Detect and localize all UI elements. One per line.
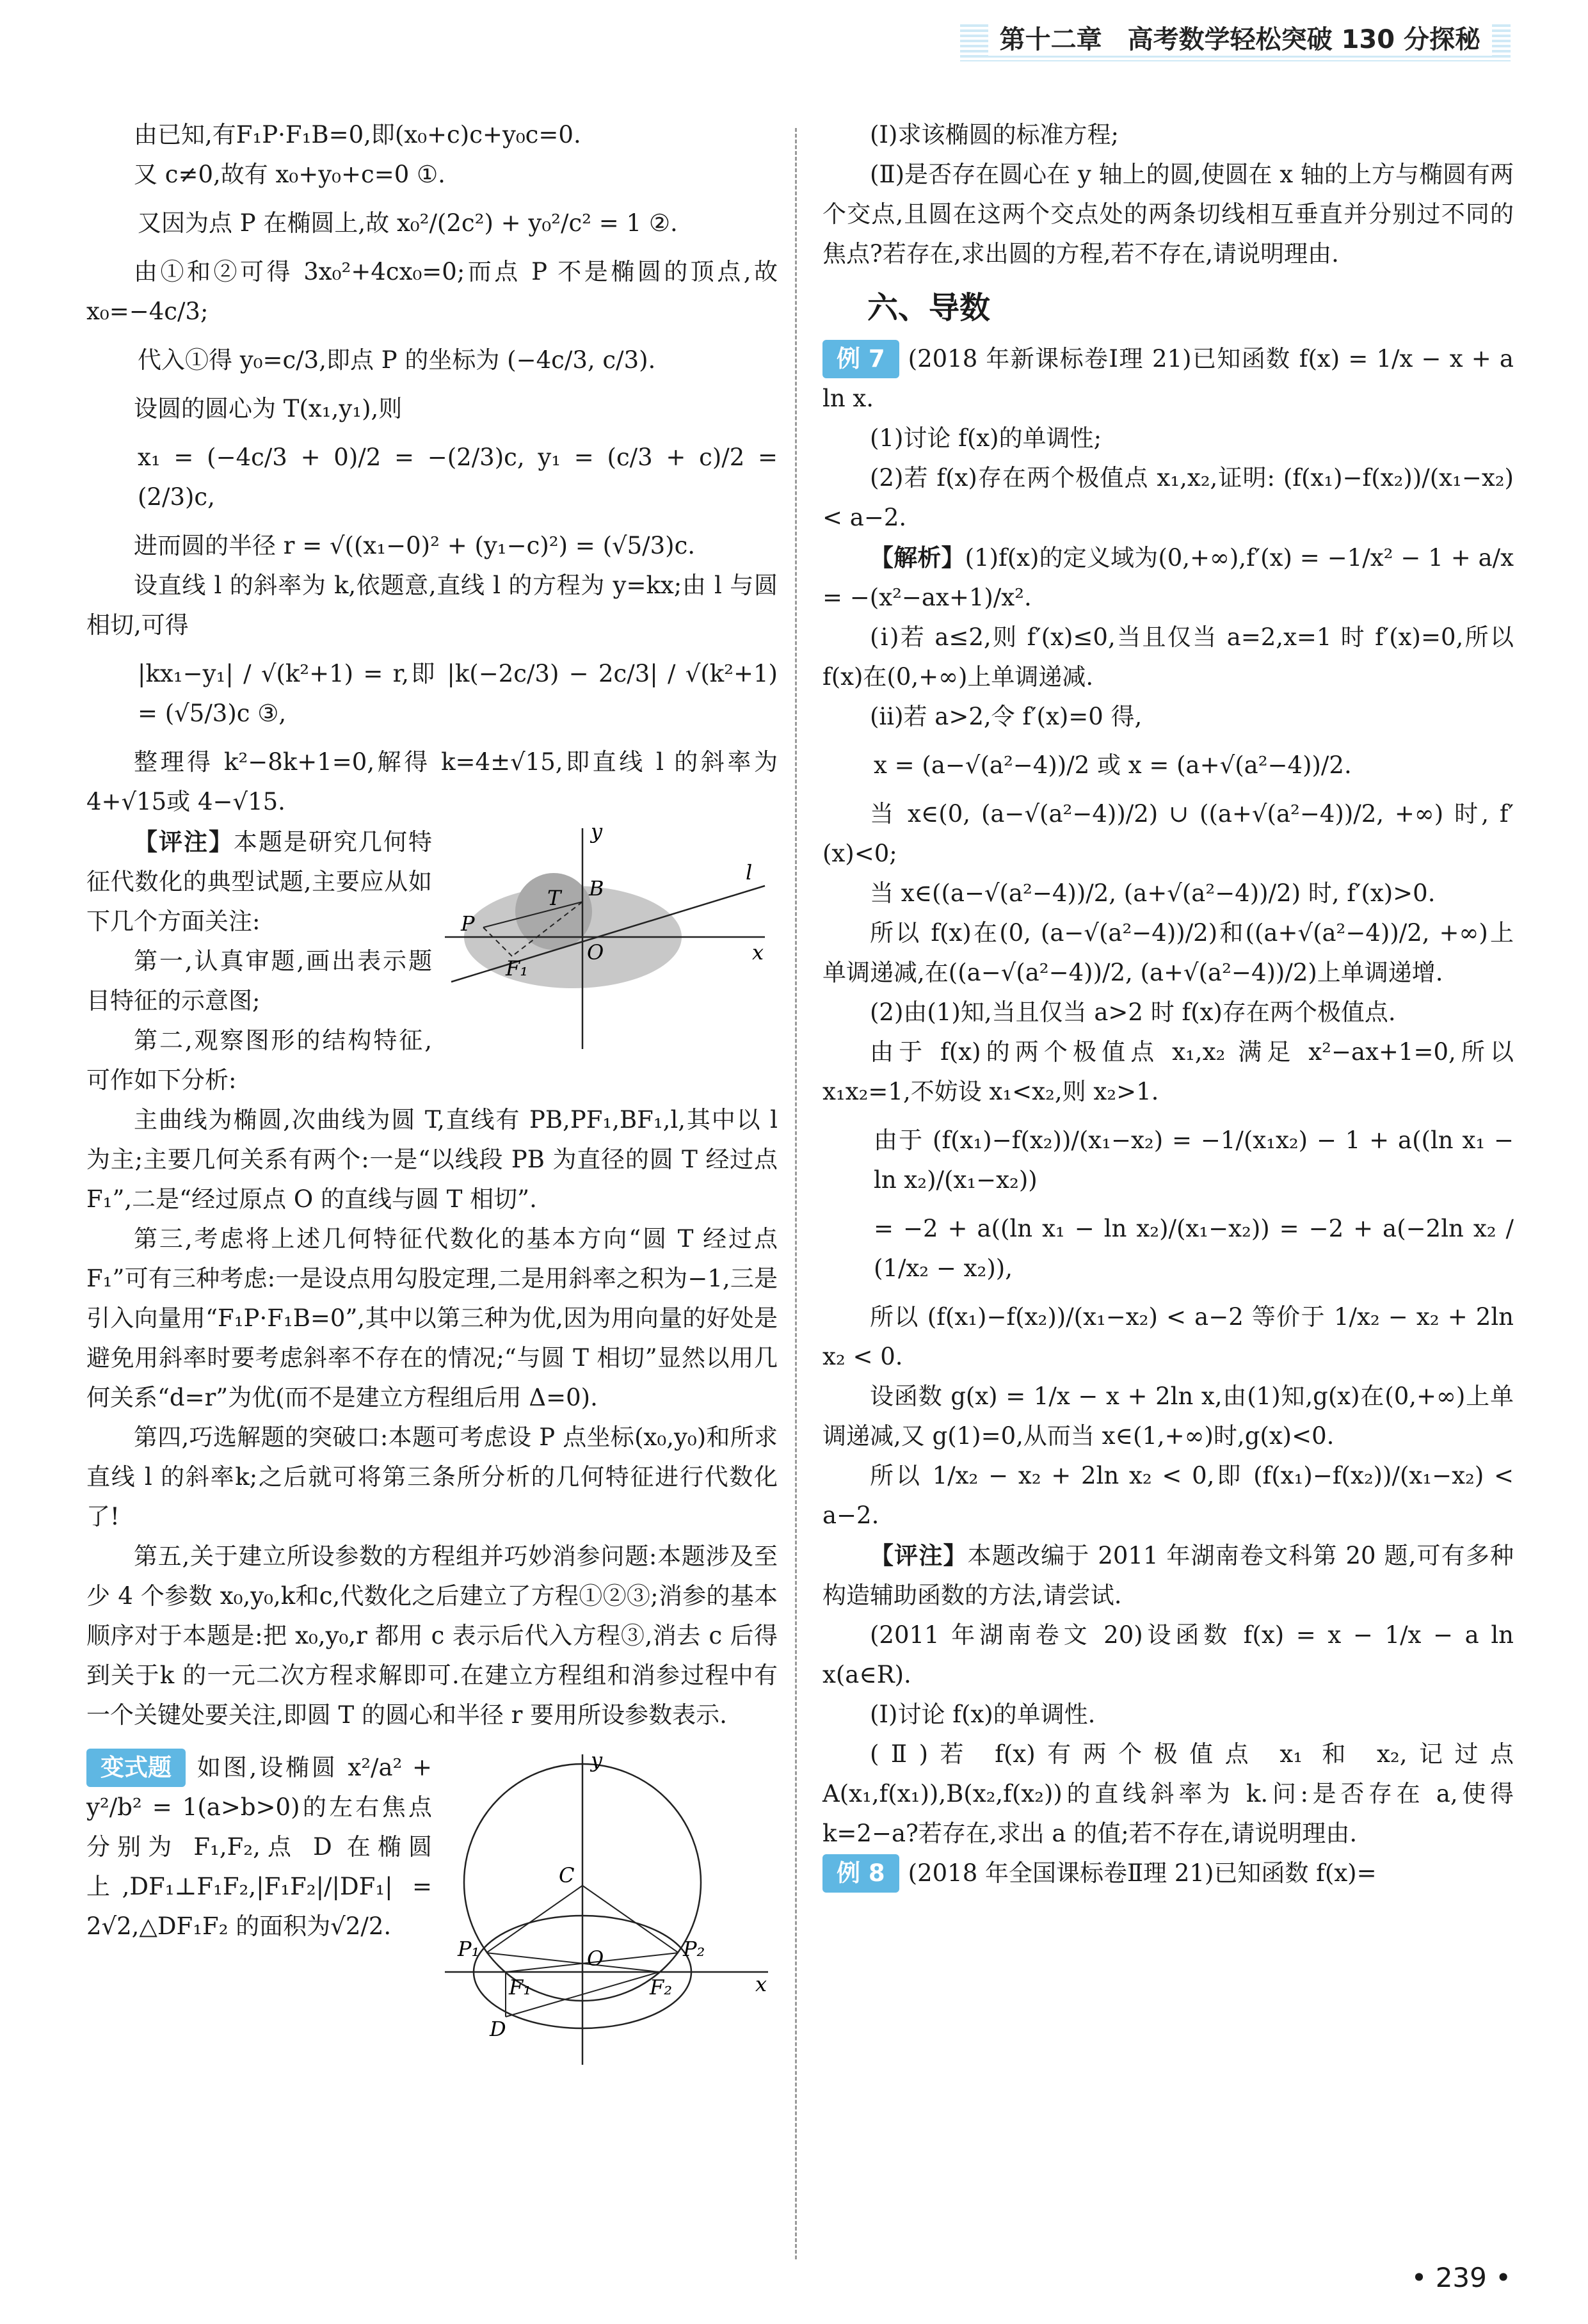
right-q2: (Ⅱ)是否存在圆心在 y 轴上的圆,使圆在 x 轴的上方与椭圆有两个交点,且圆在这两个交点处的两条切线相互垂直并分别过不同的焦点?若存在,求出圆的方程,若不存在,请说明理由. xyxy=(822,161,1514,268)
right-r12: 由于 (f(x₁)−f(x₂))/(x₁−x₂) = −1/(x₁x₂) − 1 + a((ln x₁ − ln x₂)/(x₁−x₂)) xyxy=(874,1126,1514,1194)
fig2-label-O: O xyxy=(587,1946,604,1971)
segment-cp2 xyxy=(582,1886,678,1953)
left-p15: 主曲线为椭圆,次曲线为圆 T,直线有 PB,PF₁,BF₁,l,其中以 l 为主;主要几何关系有两个:一是“以线段 PB 为直径的圆 T 经过点 F₁”,二是“经过原点 O 的直线与圆 T 相切”. xyxy=(86,1106,778,1213)
left-p6: 设圆的圆心为 T(x₁,y₁),则 xyxy=(134,395,403,422)
circle-t xyxy=(515,873,592,950)
ellipse-circle-figure xyxy=(445,822,778,1052)
right-r13: = −2 + a((ln x₁ − ln x₂)/(x₁−x₂)) = −2 + a(−2ln x₂ / (1/x₂ − x₂)), xyxy=(874,1215,1514,1282)
fig2-label-C: C xyxy=(559,1863,575,1887)
right-r7: 当 x∈(0, (a−√(a²−4))/2) ∪ ((a+√(a²−4))/2, +∞) 时, f′(x)<0; xyxy=(822,800,1514,867)
fig2-label-P1: P₁ xyxy=(458,1937,480,1961)
right-r1: (1)讨论 f(x)的单调性; xyxy=(870,424,1102,452)
fig2-label-D: D xyxy=(490,2017,506,2041)
solution xyxy=(822,538,1514,618)
running-header: 第十二章 高考数学轻松突破 130 分探秘 xyxy=(988,19,1492,56)
right-r20: (Ⅱ)若 f(x)有两个极值点 x₁ 和 x₂,记过点 A(x₁,f(x₁)),B(x₂,f(x₂))的直线斜率为 k.问:是否存在 a,使得 k=2−a?若存在,求出 a 的值;若不存在,请说明理由. xyxy=(822,1740,1514,1847)
left-column xyxy=(86,115,778,2068)
column-divider xyxy=(795,128,797,2259)
left-p1: 由已知,有F₁P·F₁B=0,即(x₀+c)c+y₀c=0. xyxy=(134,121,581,148)
right-r11: 由于 f(x)的两个极值点 x₁,x₂ 满足 x²−ax+1=0,所以 x₁x₂=1,不妨设 x₁<x₂,则 x₂>1. xyxy=(822,1038,1514,1105)
variant-body: 如图,设椭圆 x²/a² + y²/b² = 1(a>b>0)的左右焦点分别为 F₁,F₂,点 D 在椭圆上,DF₁⊥F₁F₂,|F₁F₂|/|DF₁| = 2√2,△DF₁F₂ 的面积为√2/2. xyxy=(86,1754,432,1940)
left-p18: 第五,关于建立所设参数的方程组并巧妙消参问题:本题涉及至少 4 个参数 x₀,y₀,k和c,代数化之后建立了方程①②③;消参的基本顺序对于本题是:把 x₀,y₀,r 都用 c 表示后代入方程③,消去 c 后得到关于k 的一元二次方程求解即可.在建立方程组和消参过程中有一个关键处要关注,即圆 T 的圆心和半径 r 要用所设参数表示. xyxy=(86,1543,778,1729)
fig2-label-y: y xyxy=(591,1748,603,1772)
fig1-label-y: y xyxy=(591,822,603,844)
right-comment-body: 本题改编于 2011 年湖南卷文科第 20 题,可有多种构造辅助函数的方法,请尝试. xyxy=(822,1542,1514,1609)
left-p14: 第二,观察图形的结构特征,可作如下分析: xyxy=(86,1027,432,1094)
right-comment-label: 【评注】 xyxy=(870,1541,968,1569)
comment-body: 本题是研究几何特征代数化的典型试题,主要应从如下几个方面关注: xyxy=(86,828,432,935)
example-8-tag: 例 8 xyxy=(822,1854,899,1893)
example-7-body: (2018 年新课标卷Ⅰ理 21)已知函数 f(x) = 1/x − x + a ln x. xyxy=(822,345,1514,412)
left-p13: 第一,认真审题,画出表示题目特征的示意图; xyxy=(86,947,432,1014)
fig2-label-F1: F₁ xyxy=(509,1975,532,1999)
ellipse-circle-figure-2 xyxy=(445,1748,778,2068)
example-7-tag: 例 7 xyxy=(822,340,899,378)
example-7 xyxy=(822,339,1514,419)
left-p10: |kx₁−y₁| / √(k²+1) = r,即 |k(−2c/3) − 2c/3| / √(k²+1) = (√5/3)c ③, xyxy=(138,660,778,727)
right-r2: (2)若 f(x)存在两个极值点 x₁,x₂,证明: (f(x₁)−f(x₂))/(x₁−x₂) < a−2. xyxy=(822,464,1514,531)
comment-with-figure xyxy=(86,822,778,1100)
segment-cp1 xyxy=(486,1886,582,1953)
example-8-body: (2018 年全国课标卷Ⅱ理 21)已知函数 f(x)= xyxy=(908,1859,1377,1887)
right-column xyxy=(822,115,1514,1893)
variant-text xyxy=(86,1748,432,2068)
comment-intro xyxy=(86,822,432,942)
right-r14: 所以 (f(x₁)−f(x₂))/(x₁−x₂) < a−2 等价于 1/x₂ − x₂ + 2ln x₂ < 0. xyxy=(822,1303,1514,1370)
right-q1: (Ⅰ)求该椭圆的标准方程; xyxy=(870,121,1119,148)
variant-with-figure xyxy=(86,1748,778,2068)
variant-statement xyxy=(86,1748,432,1946)
example-8 xyxy=(822,1854,1514,1893)
right-r10: (2)由(1)知,当且仅当 a>2 时 f(x)存在两个极值点. xyxy=(870,998,1396,1026)
right-r9: 所以 f(x)在(0, (a−√(a²−4))/2)和((a+√(a²−4))/2, +∞)上单调递减,在((a−√(a²−4))/2, (a+√(a²−4))/2)上单调递增. xyxy=(822,919,1514,986)
right-r4: (ⅰ)若 a≤2,则 f′(x)≤0,当且仅当 a=2,x=1 时 f′(x)=0,所以 f(x)在(0,+∞)上单调递减. xyxy=(822,623,1514,691)
comment-label: 【评注】 xyxy=(134,828,234,856)
fig1-label-F1: F₁ xyxy=(506,956,529,981)
right-r16: 所以 1/x₂ − x₂ + 2ln x₂ < 0,即 (f(x₁)−f(x₂))/(x₁−x₂) < a−2. xyxy=(822,1462,1514,1529)
left-p3: 又因为点 P 在椭圆上,故 x₀²/(2c²) + y₀²/c² = 1 ②. xyxy=(138,209,678,237)
right-comment xyxy=(822,1535,1514,1615)
left-p7: x₁ = (−4c/3 + 0)/2 = −(2/3)c, y₁ = (c/3 + c)/2 = (2/3)c, xyxy=(138,444,778,511)
section-heading: 六、导数 xyxy=(867,290,991,326)
fig1-label-P: P xyxy=(461,911,475,936)
solution-label: 【解析】 xyxy=(870,543,965,572)
left-p8: 进而圆的半径 r = √((x₁−0)² + (y₁−c)²) = (√5/3)c. xyxy=(134,532,696,559)
fig1-label-B: B xyxy=(589,876,604,901)
right-r8: 当 x∈((a−√(a²−4))/2, (a+√(a²−4))/2) 时, f′(x)>0. xyxy=(870,879,1436,907)
left-p11: 整理得 k²−8k+1=0,解得 k=4±√15,即直线 l 的斜率为 4+√15或 4−√15. xyxy=(86,748,778,815)
right-r15: 设函数 g(x) = 1/x − x + 2ln x,由(1)知,g(x)在(0,+∞)上单调递减,又 g(1)=0,从而当 x∈(1,+∞)时,g(x)<0. xyxy=(822,1382,1514,1450)
page-number: • 239 • xyxy=(1411,2262,1511,2293)
fig1-label-T: T xyxy=(547,886,561,910)
fig2-label-F2: F₂ xyxy=(650,1975,673,1999)
variant-tag: 变式题 xyxy=(86,1749,186,1787)
fig1-label-l: l xyxy=(746,860,753,885)
left-p16: 第三,考虑将上述几何特征代数化的基本方向“圆 T 经过点 F₁”可有三种考虑:一是设点用勾股定理,二是用斜率之积为−1,三是引入向量用“F₁P·F₁B=0”,其中以第三种为优,因为用向量的好处是避免用斜率时要考虑斜率不存在的情况;“与圆 T 相切”显然以用几何关系“d=r”为优(而不是建立方程组后用 Δ=0). xyxy=(86,1225,778,1411)
right-r18: (2011 年湖南卷文 20)设函数 f(x) = x − 1/x − a ln x(a∈R). xyxy=(822,1621,1514,1688)
left-p17: 第四,巧选解题的突破口:本题可考虑设 P 点坐标(x₀,y₀)和所求直线 l 的斜率k;之后就可将第三条所分析的几何特征进行代数化了! xyxy=(86,1423,778,1530)
fig1-label-O: O xyxy=(587,940,604,965)
fig2-label-P2: P₂ xyxy=(683,1937,705,1961)
fig1-label-x: x xyxy=(752,940,764,965)
left-p2: 又 c≠0,故有 x₀+y₀+c=0 ①. xyxy=(134,161,445,188)
segment-p1f2 xyxy=(486,1953,659,1972)
right-r19: (Ⅰ)讨论 f(x)的单调性. xyxy=(870,1701,1096,1728)
left-p5: 代入①得 y₀=c/3,即点 P 的坐标为 (−4c/3, c/3). xyxy=(138,346,656,374)
left-p4: 由①和②可得 3x₀²+4cx₀=0;而点 P 不是椭圆的顶点,故 x₀=−4c/3; xyxy=(86,258,778,325)
comment-text xyxy=(86,822,432,1100)
right-r5: (ⅱ)若 a>2,令 f′(x)=0 得, xyxy=(870,703,1143,730)
solution-body: (1)f(x)的定义域为(0,+∞),f′(x) = −1/x² − 1 + a/x = −(x²−ax+1)/x². xyxy=(822,544,1514,611)
left-p9: 设直线 l 的斜率为 k,依题意,直线 l 的方程为 y=kx;由 l 与圆相切,可得 xyxy=(86,572,778,639)
fig2-label-x: x xyxy=(755,1972,767,1996)
right-r6: x = (a−√(a²−4))/2 或 x = (a+√(a²−4))/2. xyxy=(874,751,1352,779)
